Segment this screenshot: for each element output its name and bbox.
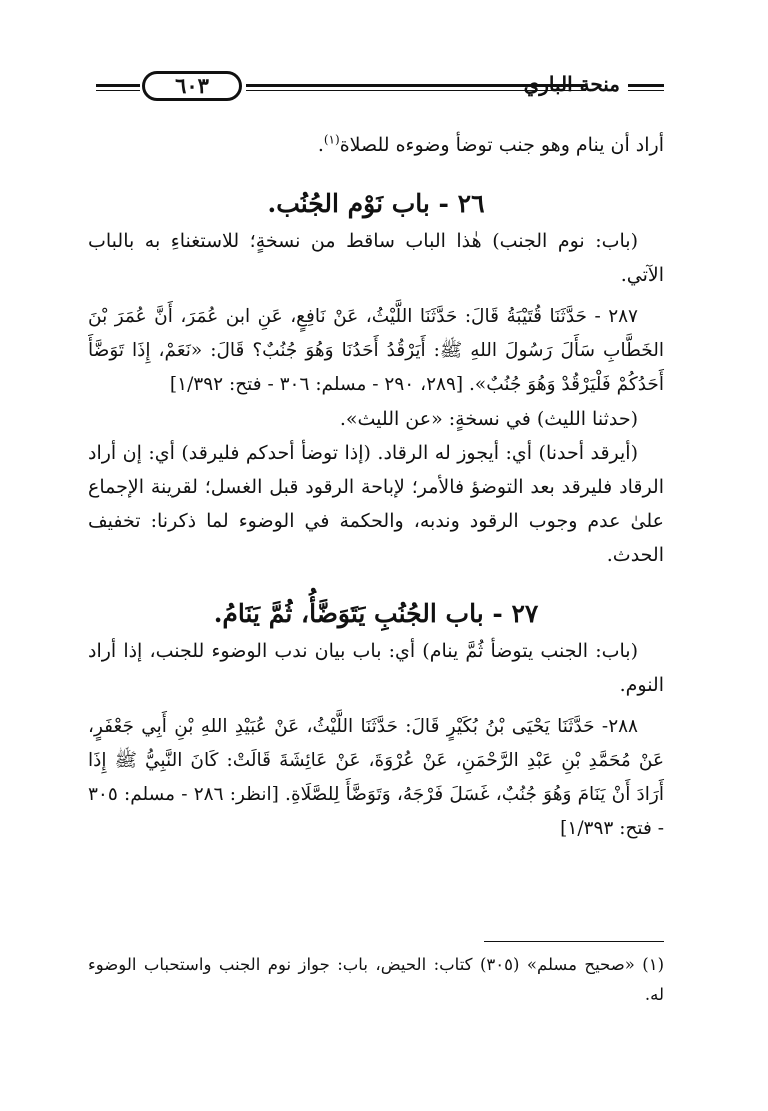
intro-text: أراد أن ينام وهو جنب توضأ وضوءه للصلاة xyxy=(339,134,664,156)
chapter-27-title: ٢٧ - باب الجُنُبِ يَتَوَضَّأُ، ثُمَّ يَنَامُ. xyxy=(213,599,539,628)
header-rule-middle xyxy=(246,84,586,91)
footnote: (١) «صحيح مسلم» (٣٠٥) كتاب: الحيض، باب: جواز نوم الجنب واستحباب الوضوء له. xyxy=(88,955,664,1004)
header-rule-left xyxy=(96,84,140,91)
header-rule-right xyxy=(628,84,664,91)
chapter-27-commentary: (باب: الجنب يتوضأ ثُمَّ ينام) أي: باب بيان ندب الوضوء للجنب، إذا أراد النوم. xyxy=(88,640,664,696)
chapter-26-note-2: (أيرقد أحدنا) أي: أيجوز له الرقاد. (إذا توضأ أحدكم فليرقد) أي: إن أراد الرقاد فليرقد بعد التوضؤ فالأمر؛ لإباحة الرقود قبل الغسل؛ لقرينة الإجماع علىٰ عدم وجوب الرقود وندبه، والحكمة في الوضوء لما ذكرنا: تخفيف الحدث. xyxy=(88,442,664,566)
hadith-287: ٢٨٧ - حَدَّثَنَا قُتَيْبَةُ قَالَ: حَدَّثَنَا اللَّيْثُ، عَنْ نَافِعٍ، عَنِ ابن عُمَرَ، أَنَّ عُمَرَ بْنَ الخَطَّابِ سَأَلَ رَسُولَ اللهِ ﷺ: أَيَرْقُدُ أَحَدُنَا وَهُوَ جُنُبٌ؟ قَالَ: «نَعَمْ، إِذَا تَوَضَّأَ أَحَدُكُمْ فَلْيَرْقُدْ وَهُوَ جُنُبٌ». [٢٨٩، ٢٩٠ - مسلم: ٣٠٦ - فتح: ١/٣٩٢] xyxy=(88,306,664,395)
chapter-26-title: ٢٦ - باب نَوْم الجُنُب. xyxy=(267,189,485,218)
page-header xyxy=(96,70,664,110)
page-body xyxy=(88,128,664,846)
running-title: منحة الباري xyxy=(523,72,620,96)
page-number: ٦٠٣ xyxy=(142,71,242,101)
chapter-26-note-1: (حدثنا الليث) في نسخةٍ: «عن الليث». xyxy=(339,408,638,430)
footnote-ref: (١) xyxy=(323,132,340,147)
intro-paragraph: أراد أن ينام وهو جنب توضأ وضوءه للصلاة$^{(١)}$. xyxy=(317,132,664,156)
chapter-26-commentary: (باب: نوم الجنب) هٰذا الباب ساقط من نسخةٍ؛ للاستغناءِ به بالباب الآتي. xyxy=(88,230,664,286)
hadith-288: ٢٨٨- حَدَّثَنَا يَحْيَى بْنُ بُكَيْرٍ قَالَ: حَدَّثَنَا اللَّيْثُ، عَنْ عُبَيْدِ اللهِ بْنِ أَبِي جَعْفَرٍ، عَنْ مُحَمَّدِ بْنِ عَبْدِ الرَّحْمَنِ، عَنْ عُرْوَةَ، عَنْ عَائِشَةَ قَالَتْ: كَانَ النَّبِيُّ ﷺ إِذَا أَرَادَ أَنْ يَنَامَ وَهُوَ جُنُبٌ، غَسَلَ فَرْجَهُ، وَتَوَضَّأَ لِلصَّلَاةِ. [انظر: ٢٨٦ - مسلم: ٣٠٥ - فتح: ١/٣٩٣] xyxy=(88,716,664,839)
footnote-separator xyxy=(484,941,664,942)
